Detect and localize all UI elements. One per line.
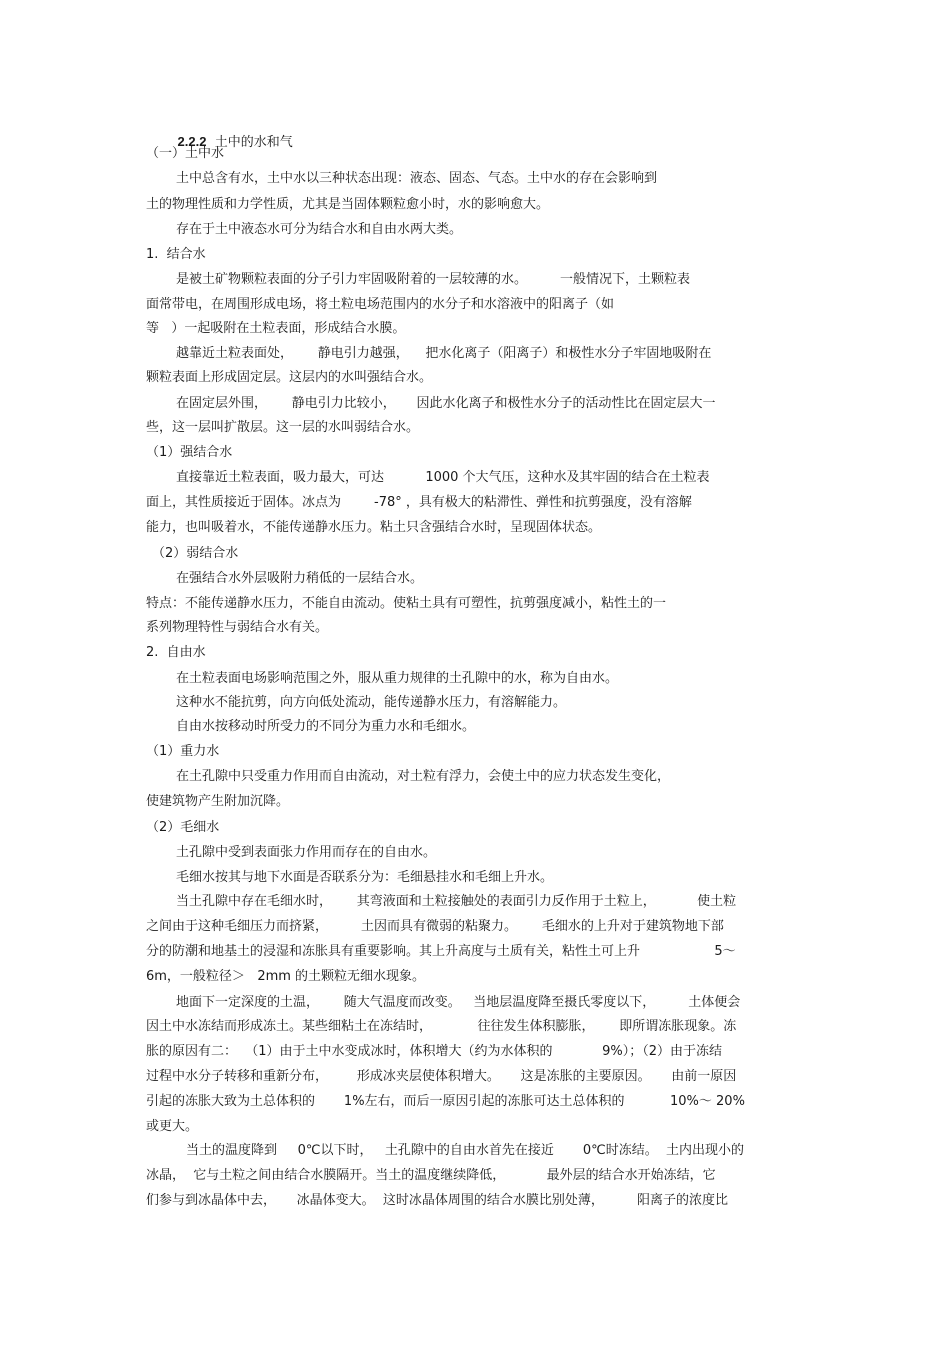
text-line: 土孔隙中受到表面张力作用而存在的自由水。 bbox=[176, 845, 437, 860]
text-line: 些，这一层叫扩散层。这一层的水叫弱结合水。 bbox=[146, 420, 420, 435]
section-number: 2.2.2 bbox=[177, 134, 207, 149]
text-line: 直接靠近土粒表面，吸力最大，可达 1000 个大气压，这种水及其牢固的结合在土粒表 bbox=[176, 470, 710, 485]
text-line: 当土孔隙中存在毛细水时， 其弯液面和土粒接触处的表面引力反作用于土粒上， 使土粒 bbox=[176, 894, 737, 909]
text-line: （1）强结合水 bbox=[146, 445, 233, 460]
text-line: （2）毛细水 bbox=[146, 820, 220, 835]
text-line: 分的防潮和地基土的浸湿和冻胀具有重要影响。其上升高度与土质有关，粘性土可上升 5～ bbox=[146, 944, 736, 959]
text-line: 或更大。 bbox=[146, 1119, 199, 1134]
text-line: 之间由于这种毛细压力而挤紧， 土因而具有微弱的粘聚力。 毛细水的上升对于建筑物地下部 bbox=[146, 919, 724, 934]
text-line: 能力，也叫吸着水，不能传递静水压力。粘土只含强结合水时，呈现固体状态。 bbox=[146, 520, 602, 535]
text-line: 特点：不能传递静水压力，不能自由流动。使粘土具有可塑性，抗剪强度减小，粘性土的一 bbox=[146, 596, 667, 611]
text-line: 因土中水冻结而形成冻土。某些细粘土在冻结时， 往往发生体积膨胀， 即所谓冻胀现象。冻 bbox=[146, 1019, 737, 1034]
text-line: 土中总含有水，土中水以三种状态出现：液态、固态、气态。土中水的存在会影响到 bbox=[176, 171, 658, 186]
text-line: 在固定层外围， 静电引力比较小， 因此水化离子和极性水分子的活动性比在固定层大一 bbox=[176, 396, 716, 411]
text-line: 系列物理特性与弱结合水有关。 bbox=[146, 620, 329, 635]
text-line: 6m，一般粒径＞ 2mm 的土颗粒无细水现象。 bbox=[146, 969, 426, 984]
text-line: 存在于土中液态水可分为结合水和自由水两大类。 bbox=[176, 222, 463, 237]
text-line: 1. 结合水 bbox=[146, 247, 206, 262]
text-line: 在土孔隙中只受重力作用而自由流动，对土粒有浮力，会使土中的应力状态发生变化， bbox=[176, 769, 671, 784]
text-line: 地面下一定深度的土温， 随大气温度而改变。 当地层温度降至摄氏零度以下， 土体便会 bbox=[176, 995, 741, 1010]
text-line: 面上，其性质接近于固体。冰点为 -78° ，具有极大的粘滞性、弹性和抗剪强度，没有溶解 bbox=[146, 495, 692, 510]
text-line: （一）土中水 bbox=[146, 146, 225, 161]
text-line: （1）重力水 bbox=[146, 744, 220, 759]
text-line: 土的物理性质和力学性质，尤其是当固体颗粒愈小时，水的影响愈大。 bbox=[146, 197, 550, 212]
text-line: 毛细水按其与地下水面是否联系分为：毛细悬挂水和毛细上升水。 bbox=[176, 870, 554, 885]
text-line: 胀的原因有二： （1）由于土中水变成冰时，体积增大（约为水体积的 9%）；（2）由于冻结 bbox=[146, 1044, 723, 1059]
text-line: （2）弱结合水 bbox=[152, 546, 239, 561]
text-line: 在强结合水外层吸附力稍低的一层结合水。 bbox=[176, 571, 424, 586]
text-line: 自由水按移动时所受力的不同分为重力水和毛细水。 bbox=[176, 719, 476, 734]
text-line: 这种水不能抗剪，向方向低处流动，能传递静水压力，有溶解能力。 bbox=[176, 695, 567, 710]
text-line: 2. 自由水 bbox=[146, 645, 206, 660]
text-line: 越靠近土粒表面处， 静电引力越强， 把水化离子（阳离子）和极性水分子牢固地吸附在 bbox=[176, 346, 712, 361]
text-line: 使建筑物产生附加沉降。 bbox=[146, 794, 290, 809]
text-line: 等 ）一起吸附在土粒表面，形成结合水膜。 bbox=[146, 321, 406, 336]
text-line: 面常带电，在周围形成电场，将土粒电场范围内的水分子和水溶液中的阳离子（如 bbox=[146, 297, 615, 312]
text-line: 引起的冻胀大致为土总体积的 1%左右，而后一原因引起的冻胀可达土总体积的 10%～ 20% bbox=[146, 1094, 745, 1109]
text-line: 在土粒表面电场影响范围之外，服从重力规律的土孔隙中的水，称为自由水。 bbox=[176, 671, 619, 686]
text-line: 是被土矿物颗粒表面的分子引力牢固吸附着的一层较薄的水。 一般情况下，土颗粒表 bbox=[176, 272, 691, 287]
text-line: 们参与到冰晶体中去， 冰晶体变大。 这时冰晶体周围的结合水膜比别处薄， 阳离子的浓度比 bbox=[146, 1193, 728, 1208]
section-title: 土中的水和气 bbox=[214, 135, 293, 150]
text-line: 当土的温度降到 0℃以下时， 土孔隙中的自由水首先在接近 0℃时冻结。 土内出现小的 bbox=[186, 1143, 744, 1158]
text-line: 颗粒表面上形成固定层。这层内的水叫强结合水。 bbox=[146, 370, 433, 385]
text-line: 冰晶， 它与土粒之间由结合水膜隔开。当土的温度继续降低， 最外层的结合水开始冻结，它 bbox=[146, 1168, 716, 1183]
text-line: 过程中水分子转移和重新分布， 形成冰夹层使体积增大。 这是冻胀的主要原因。 由前一原因 bbox=[146, 1069, 737, 1084]
